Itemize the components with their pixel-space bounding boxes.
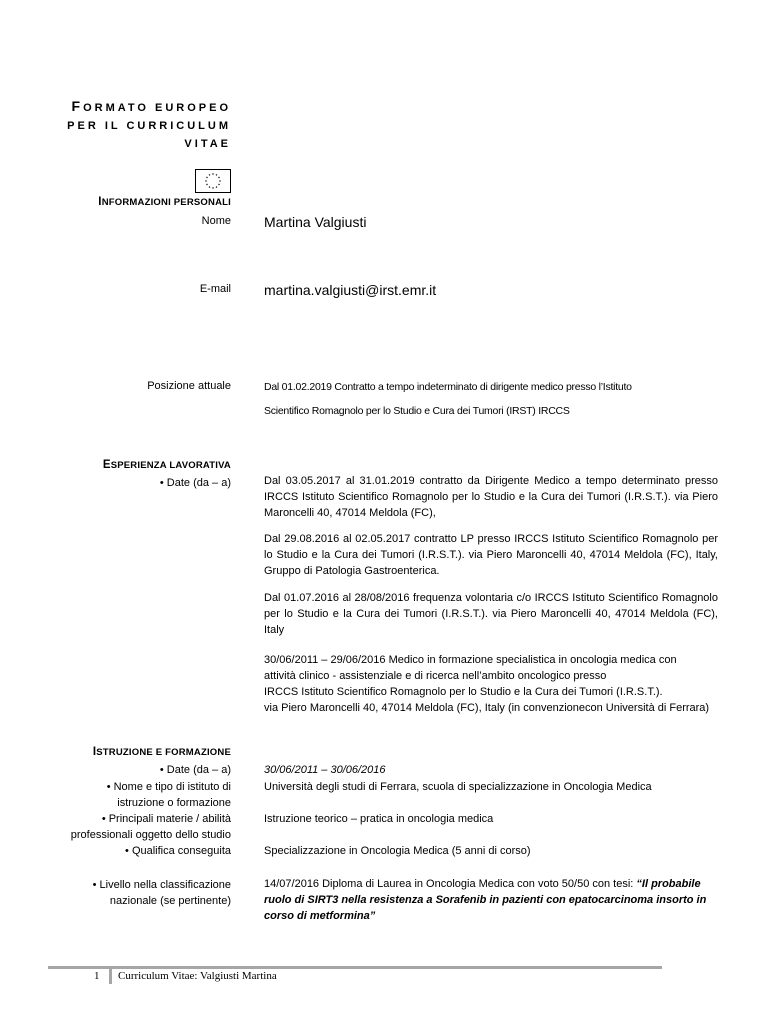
footer-page-number: 1: [94, 970, 100, 982]
experience-entry-last: [264, 652, 718, 716]
level-value: 14/07/2016 Diploma di Laurea in Oncologia Medica con voto 50/50 con tesi: “Il probabile ruolo di SIRT3 nella resistenza a Sorafenib in pazienti con epatocarcinoma insorto in corso di metformina”: [264, 878, 707, 922]
email-value: martina.valgiusti@irst.emr.it: [264, 282, 437, 298]
cv-title-line-2: PER IL CURRICULUM: [67, 120, 231, 132]
experience-entry: Dal 01.07.2016 al 28/08/2016 frequenza volontaria c/o IRCCS Istituto Scientifico Romagnolo per lo Studio e la Cura dei Tumori (I.R.S.T.). via Piero Maroncelli 40, 47014 Meldola (FC), Italy: [264, 592, 718, 636]
education-heading: ISTRUZIONE E FORMAZIONE: [92, 746, 231, 758]
footer-text: Curriculum Vitae: Valgiusti Martina: [118, 970, 277, 982]
education-dates-value: 30/06/2011 – 30/06/2016: [264, 764, 386, 776]
current-position-line-1: Dal 01.02.2019 Contratto a tempo indeterminato di dirigente medico presso l’Istituto: [264, 381, 632, 393]
institute-label: • Nome e tipo di istituto di istruzione o formazione: [106, 781, 231, 809]
subjects-value: Istruzione teorico – pratica in oncologia medica: [264, 813, 494, 825]
qualification-label: • Qualifica conseguita: [125, 845, 231, 857]
experience-entry: Dal 29.08.2016 al 02.05.2017 contratto LP presso IRCCS Istituto Scientifico Romagnolo per lo Studio e la Cura dei Tumori (I.R.S.T.). via Piero Maroncelli 40, 47014 Meldola (FC), Italy, Gruppo di Patologia Gastroenterica.: [264, 533, 718, 577]
experience-last-line-4: via Piero Maroncelli 40, 47014 Meldola (FC), Italy (in convenzionecon Università di Ferrara): [264, 702, 710, 714]
cv-title-line-1: FORMATO EUROPEO: [71, 98, 231, 114]
experience-dates-label: • Date (da – a): [159, 477, 231, 489]
work-experience-heading: ESPERIENZA LAVORATIVA: [102, 459, 231, 471]
cv-title-line-3: VITAE: [184, 138, 231, 150]
experience-last-line-3: IRCCS Istituto Scientifico Romagnolo per lo Studio e la Cura dei Tumori (I.R.S.T.).: [264, 686, 663, 698]
experience-last-line-2: attività clinico - assistenziale e di ricerca nell’ambito oncologico presso: [264, 670, 607, 682]
level-label: • Livello nella classificazione nazionale (se pertinente): [92, 879, 231, 907]
footer-divider: [48, 966, 662, 969]
experience-entry: Dal 03.05.2017 al 31.01.2019 contratto da Dirigente Medico a tempo determinato presso IRCCS Istituto Scientifico Romagnolo per lo Studio e la Cura dei Tumori (I.R.S.T.). via Piero Maroncelli 40, 47014 Meldola (FC),: [264, 475, 718, 519]
thesis-title: “Il probabile ruolo di SIRT3 nella resistenza a Sorafenib in pazienti con epatocarcinoma insorto in corso di metformina”: [264, 878, 707, 922]
email-label: E-mail: [199, 283, 231, 295]
education-dates-label: • Date (da – a): [159, 764, 231, 776]
institute-value: Università degli studi di Ferrara, scuola di specializzazione in Oncologia Medica: [264, 781, 652, 793]
name-value: Martina Valgiusti: [264, 214, 367, 230]
current-position-line-2: Scientifico Romagnolo per lo Studio e Cura dei Tumori (IRST) IRCCS: [264, 405, 570, 417]
eu-flag-icon: [195, 169, 231, 193]
current-position-label: Posizione attuale: [147, 380, 231, 392]
qualification-value: Specializzazione in Oncologia Medica (5 anni di corso): [264, 845, 531, 857]
name-label: Nome: [201, 215, 231, 227]
subjects-label: • Principali materie / abilità professionali oggetto dello studio: [70, 813, 231, 841]
personal-info-heading: INFORMAZIONI PERSONALI: [98, 196, 231, 208]
experience-last-line-1: 30/06/2011 – 29/06/2016 Medico in formazione specialistica in oncologia medica con: [264, 654, 677, 666]
footer-separator: [109, 968, 112, 984]
